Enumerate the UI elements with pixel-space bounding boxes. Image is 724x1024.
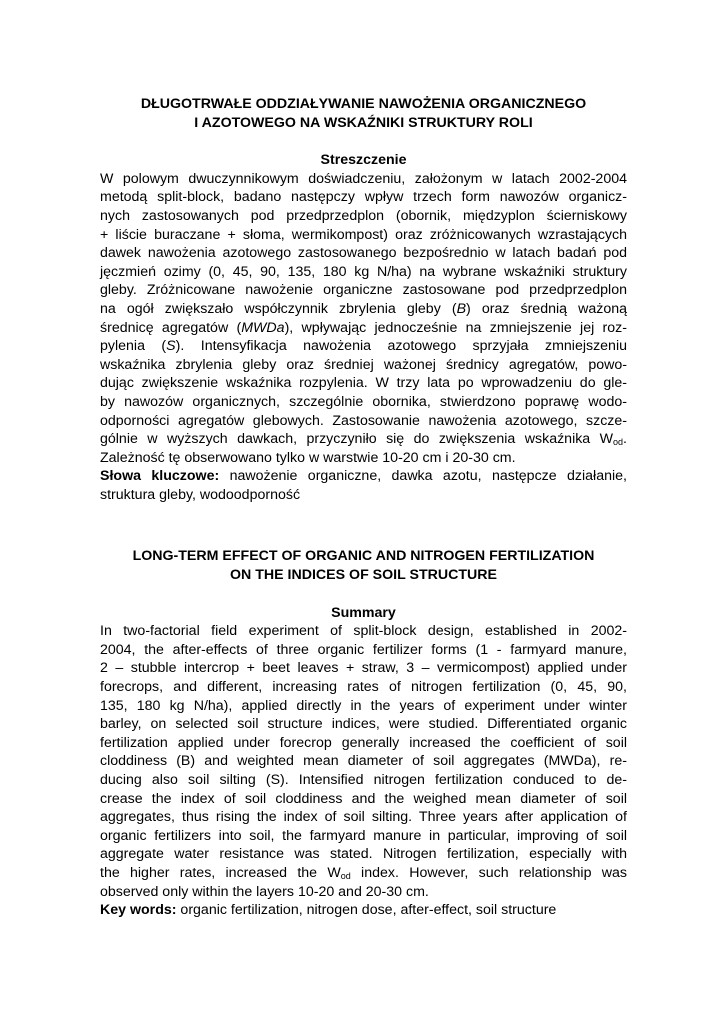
abstract-line: W polowym dwuczynnikowym doświadczeniu, założonym w latach 2002-2004 xyxy=(100,170,627,187)
abstract-line: Zależność tę obserwowano tylko w warstwie 10-20 cm i 20-30 cm. xyxy=(100,449,516,466)
summary-line: 2 – stubble intercrop + beet leaves + straw, 3 – vermicompost) applied under xyxy=(100,660,627,677)
pl-keywords xyxy=(100,467,627,504)
summary-line: the higher rates, increased the $W_{od}$ index. However, such relationship was xyxy=(100,864,627,881)
pl-title-line: DŁUGOTRWAŁE ODDZIAŁYWANIE NAWOŻENIA ORGANICZNEGO xyxy=(140,96,587,112)
en-keywords-label: Key words: xyxy=(100,902,177,919)
summary-line: forecrops, and different, increasing rates of nitrogen fertilization (0, 45, 90, xyxy=(100,679,627,696)
summary-line: 135, 180 kg N/ha), applied directly in the years of experiment under winter xyxy=(100,697,627,714)
abstract-line: średnicę agregatów (MWDa), wpływając jednocześnie na zmniejszenie jej roz- xyxy=(100,319,627,336)
abstract-line: jęczmień ozimy (0, 45, 90, 135, 180 kg N/ha) na wybrane wskaźniki struktury xyxy=(100,263,627,280)
summary-line: barley, on selected soil structure indices, were studied. Differentiated organic xyxy=(100,716,627,733)
pl-title xyxy=(100,95,627,132)
pl-abstract-heading: Streszczenie xyxy=(320,152,407,169)
abstract-line: odporności agregatów glebowych. Zastosowanie nawożenia azotowego, szcze- xyxy=(100,412,627,429)
summary-line: ducing also soil silting (S). Intensified nitrogen fertilization conduced to de- xyxy=(100,772,627,788)
summary-line: organic fertilizers into soil, the farmyard manure in particular, improving of soil xyxy=(100,827,627,844)
summary-line: cloddiness (B) and weighted mean diameter of soil aggregates (MWDa), re- xyxy=(100,753,627,770)
en-keywords-text: organic fertilization, nitrogen dose, after-effect, soil structure xyxy=(176,902,557,919)
abstract-line: gleby. Zróżnicowane nawożenie organiczne zastosowane pod przedprzedplon xyxy=(100,282,627,299)
summary-line: fertilization applied under forecrop generally increased the coefficient of soil xyxy=(100,734,627,751)
en-summary-heading: Summary xyxy=(331,604,396,621)
pl-keywords-label: Słowa kluczowe: xyxy=(100,468,220,485)
summary-line: observed only within the layers 10-20 and 20-30 cm. xyxy=(100,883,429,900)
pl-abstract xyxy=(100,170,627,468)
page xyxy=(100,95,627,920)
abstract-line: by nawozów organicznych, szczególnie obornika, stwierdzono poprawę wodo- xyxy=(100,393,627,410)
summary-line: In two-factorial field experiment of split-block design, established in 2002- xyxy=(100,623,627,640)
en-keywords xyxy=(100,901,627,920)
abstract-line: dując zwiększenie wskaźnika rozpylenia. W trzy lata po wprowadzeniu do gle- xyxy=(100,375,627,392)
abstract-line: dawek nawożenia azotowego zastosowanego bezpośrednio w latach badań pod xyxy=(100,245,627,262)
abstract-line: gólnie w wyższych dawkach, przyczyniło się do zwiększenia wskaźnika $W_{od}$. xyxy=(100,431,627,448)
abstract-line: metodą split-block, badano następczy wpływ trzech form nawozów organicz- xyxy=(100,189,627,206)
abstract-line: na ogół zwiększało współczynnik zbrylenia gleby (B) oraz średnią ważoną xyxy=(100,300,627,317)
en-title-line: LONG-TERM EFFECT OF ORGANIC AND NITROGEN FERTILIZATION xyxy=(132,548,595,565)
en-title-line: ON THE INDICES OF SOIL STRUCTURE xyxy=(230,567,497,584)
summary-line: 2004, the after-effects of three organic fertilizer forms (1 - farmyard manure, xyxy=(100,641,627,658)
en-summary xyxy=(100,622,627,901)
summary-line: aggregates, thus rising the index of soil silting. Three years after application of xyxy=(100,809,627,826)
summary-line: aggregate water resistance was stated. Nitrogen fertilization, especially with xyxy=(100,846,627,863)
pl-keywords-text: nawożenie organiczne, dawka azotu, następcze działanie, xyxy=(219,468,627,485)
pl-title-line: I AZOTOWEGO NA WSKAŹNIKI STRUKTURY ROLI xyxy=(194,114,533,131)
abstract-line: + liście buraczane + słoma, wermikompost) oraz zróżnicowanych wzrastających xyxy=(100,226,627,243)
abstract-line: wskaźnika zbrylenia gleby oraz średniej ważonej średnicy agregatów, powo- xyxy=(100,356,627,373)
en-title xyxy=(100,547,627,584)
pl-keywords-text: struktura gleby, wodoodporność xyxy=(100,486,301,503)
abstract-line: pylenia (S). Intensyfikacja nawożenia azotowego sprzyjała zmniejszeniu xyxy=(100,338,627,355)
abstract-line: nych zastosowanych pod przedprzedplon (obornik, międzyplon ścierniskowy xyxy=(100,207,627,224)
summary-line: crease the index of soil cloddiness and the weighed mean diameter of soil xyxy=(100,790,627,807)
